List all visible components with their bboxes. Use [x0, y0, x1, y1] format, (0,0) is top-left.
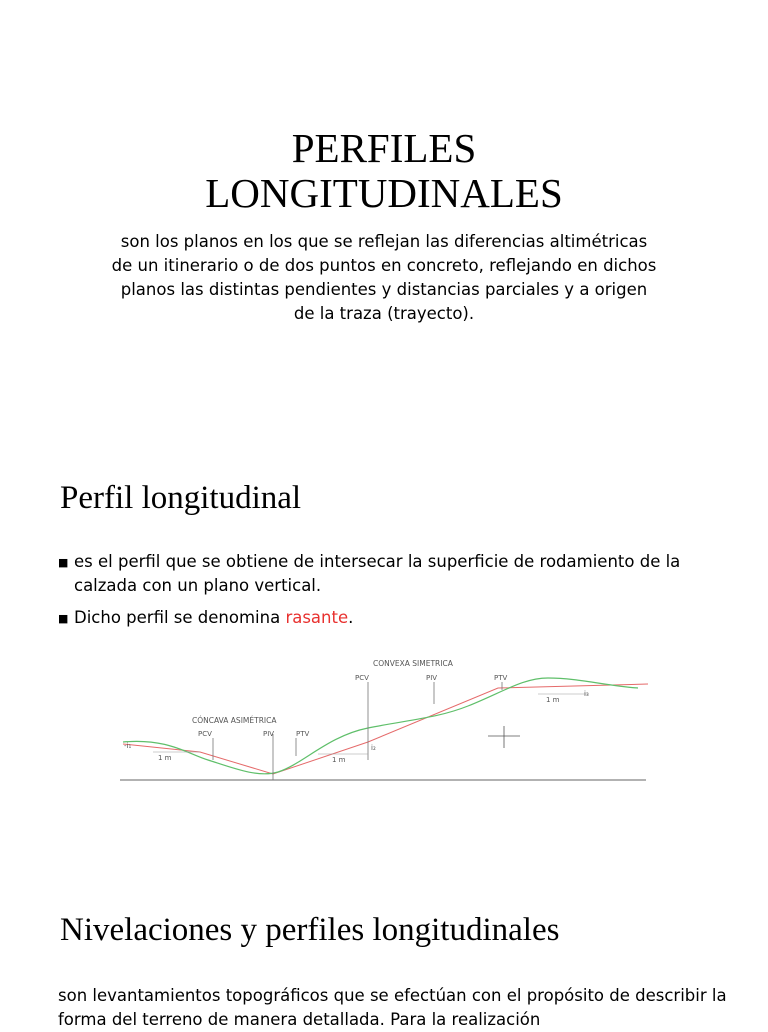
nivelaciones-paragraph: son levantamientos topográficos que se efectúan con el propósito de describir la forma del terreno de manera detallada. Para la realización [58, 986, 727, 1029]
bullet-item [58, 606, 718, 630]
label-convex-title: CONVEXA SIMETRICA [373, 659, 453, 668]
page-title [0, 126, 768, 216]
label-pcv-concave: PCV [198, 730, 212, 738]
label-slope-i1: -i₁ [124, 742, 132, 750]
bullet-text: es el perfil que se obtiene de intersecar la superficie de rodamiento de la calzada con un plano vertical. [74, 552, 681, 595]
label-ptv-concave: PTV [296, 730, 310, 738]
bullet-text: Dicho perfil se denomina [74, 608, 286, 627]
section-heading-nivelaciones: Nivelaciones y perfiles longitudinales [60, 912, 560, 948]
bullet-list [58, 550, 718, 630]
bullet-item [58, 550, 718, 598]
intro-paragraph: son los planos en los que se reflejan las diferencias altimétricas de un itinerario o de dos puntos en concreto, reflejando en dichos planos las distintas pendientes y distancias parciales y a origen de la traza (trayecto). [111, 232, 657, 323]
label-piv-concave: PIV [263, 730, 275, 738]
profile-curve [123, 678, 638, 774]
label-concave-title: CÓNCAVA ASIMÉTRICA [192, 716, 277, 725]
bullet-square-icon: ■ [58, 556, 69, 569]
vertical-curves-diagram [118, 648, 658, 788]
page-title-line-1: PERFILES [291, 125, 477, 171]
label-pcv-convex: PCV [355, 674, 369, 682]
section-heading-perfil-longitudinal: Perfil longitudinal [60, 480, 302, 516]
highlight-rasante: rasante [285, 608, 349, 627]
bullet-text-end: . [348, 608, 354, 627]
label-ptv-convex: PTV [494, 674, 508, 682]
label-1m-left: 1 m [158, 754, 172, 762]
bullet-square-icon: ■ [58, 612, 69, 625]
label-1m-right: 1 m [546, 696, 560, 704]
grade-line [123, 684, 648, 774]
label-slope-i3: i₃ [584, 690, 589, 698]
label-piv-convex: PIV [426, 674, 438, 682]
label-slope-i2: i₂ [371, 744, 376, 752]
label-1m-middle: 1 m [332, 756, 346, 764]
page-title-line-2: LONGITUDINALES [205, 170, 563, 216]
